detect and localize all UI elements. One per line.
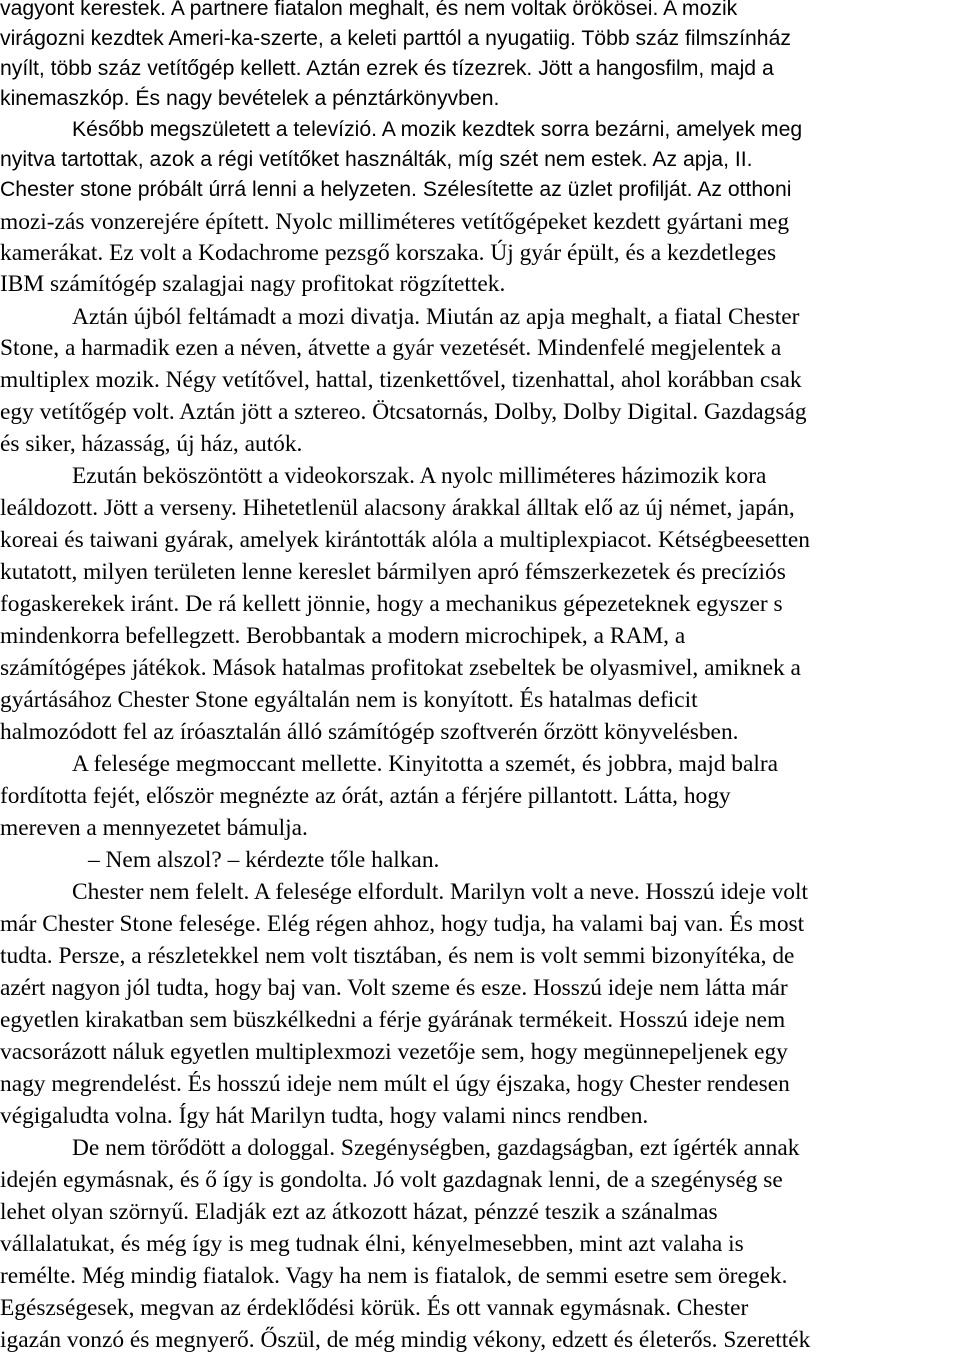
text-line: tudta. Persze, a részletekkel nem volt tisztában, és nem is volt semmi bizonyítéka, de <box>0 943 795 969</box>
text-line: kinemaszkóp. És nagy bevételek a pénztárkönyvben. <box>0 87 500 110</box>
text-line: Később megszületett a televízió. A mozik kezdtek sorra bezárni, amelyek meg <box>72 118 803 141</box>
text-line: multiplex mozik. Négy vetítővel, hattal, tizenkettővel, tizenhattal, ahol korábban csak <box>0 367 802 393</box>
text-line: vállalatukat, és még így is meg tudnak élni, kényelmesebben, mint azt valaha is <box>0 1231 744 1257</box>
text-line: mindenkorra befellegzett. Berobbantak a modern microchipek, a RAM, a <box>0 623 686 649</box>
text-line: Chester nem felelt. A felesége elfordult. Marilyn volt a neve. Hosszú ideje volt <box>72 879 808 905</box>
text-line: Chester stone próbált úrrá lenni a helyzeten. Szélesítette az üzlet profilját. Az otthoni <box>0 178 792 201</box>
text-line: gyártásához Chester Stone egyáltalán nem is konyított. És hatalmas deficit <box>0 687 698 713</box>
text-line: egyetlen kirakatban sem büszkélkedni a férje gyárának termékeit. Hosszú ideje nem <box>0 1007 786 1033</box>
text-line: Egészségesek, megvan az érdeklődési körük. És ott vannak egymásnak. Chester <box>0 1295 749 1321</box>
text-line: fordította fejét, először megnézte az órát, aztán a férjére pillantott. Látta, hogy <box>0 783 731 809</box>
text-line: idején egymásnak, és ő így is gondolta. Jó volt gazdagnak lenni, de a szegénység se <box>0 1167 783 1193</box>
text-line: koreai és taiwani gyárak, amelyek kirántották alóla a multiplexpiacot. Kétségbeesetten <box>0 527 810 553</box>
text-line: mozi-zás vonzerejére épített. Nyolc milliméteres vetítőgépeket kezdett gyártani meg <box>0 209 790 235</box>
text-line: virágozni kezdtek Ameri-ka-szerte, a keleti parttól a nyugatiig. Több száz filmszínház <box>0 27 791 50</box>
text-line: számítógépes játékok. Mások hatalmas profitokat zsebeltek be olyasmivel, amiknek a <box>0 655 801 681</box>
text-line: Ezután beköszöntött a videokorszak. A nyolc milliméteres házimozik kora <box>72 463 767 489</box>
text-line: – Nem alszol? – kérdezte tőle halkan. <box>88 847 440 873</box>
text-line: igazán vonzó és megnyerő. Őszül, de még mindig vékony, edzett és életerős. Szerették <box>0 1327 811 1353</box>
text-line: remélte. Még mindig fiatalok. Vagy ha nem is fiatalok, de semmi esetre sem öregek. <box>0 1263 788 1289</box>
text-line: Aztán újból feltámadt a mozi divatja. Miután az apja meghalt, a fiatal Chester <box>72 304 800 330</box>
text-line: lehet olyan szörnyű. Eladják ezt az átkozott házat, pénzzé teszik a szánalmas <box>0 1199 718 1225</box>
text-line: A felesége megmoccant mellette. Kinyitotta a szemét, és jobbra, majd balra <box>72 751 779 777</box>
text-line: IBM számítógép szalagjai nagy profitokat rögzítettek. <box>0 271 506 297</box>
text-line: halmozódott fel az íróasztalán álló számítógép szoftverén őrzött könyvelésben. <box>0 719 739 745</box>
text-line: kamerákat. Ez volt a Kodachrome pezsgő korszaka. Új gyár épült, és a kezdetleges <box>0 240 777 266</box>
text-line: vagyont kerestek. A partnere fiatalon meghalt, és nem voltak örökösei. A mozik <box>0 0 738 20</box>
text-line: nyílt, több száz vetítőgép kellett. Aztán ezrek és tízezrek. Jött a hangosfilm, majd a <box>0 57 774 80</box>
text-line: azért nagyon jól tudta, hogy baj van. Volt szeme és esze. Hosszú ideje nem látta már <box>0 975 788 1001</box>
text-line: Stone, a harmadik ezen a néven, átvette a gyár vezetését. Mindenfelé megjelentek a <box>0 335 782 361</box>
text-line: kutatott, milyen területen lenne kereslet bármilyen apró fémszerkezetek és precíziós <box>0 559 786 585</box>
text-line: végigaludta volna. Így hát Marilyn tudta, hogy valami nincs rendben. <box>0 1103 649 1129</box>
text-line: már Chester Stone felesége. Elég régen ahhoz, hogy tudja, ha valami baj van. És most <box>0 911 805 937</box>
text-line: nyitva tartottak, azok a régi vetítőket használták, míg szét nem estek. Az apja, II. <box>0 148 753 171</box>
text-line: és siker, házasság, új ház, autók. <box>0 431 303 457</box>
text-line: nagy megrendelést. És hosszú ideje nem múlt el úgy éjszaka, hogy Chester rendesen <box>0 1071 790 1097</box>
text-line: De nem törődött a dologgal. Szegénységben, gazdagságban, ezt ígérték annak <box>72 1135 800 1161</box>
text-line: vacsorázott náluk egyetlen multiplexmozi vezetője sem, hogy megünnepeljenek egy <box>0 1039 788 1065</box>
text-line: egy vetítőgép volt. Aztán jött a sztereo. Ötcsatornás, Dolby, Dolby Digital. Gazdagság <box>0 399 807 425</box>
text-line: fogaskerekek iránt. De rá kellett jönnie, hogy a mechanikus gépezeteknek egyszer s <box>0 591 783 617</box>
text-line: leáldozott. Jött a verseny. Hihetetlenül alacsony árakkal álltak elő az új német, japán, <box>0 495 795 521</box>
text-line: mereven a mennyezetet bámulja. <box>0 815 308 841</box>
